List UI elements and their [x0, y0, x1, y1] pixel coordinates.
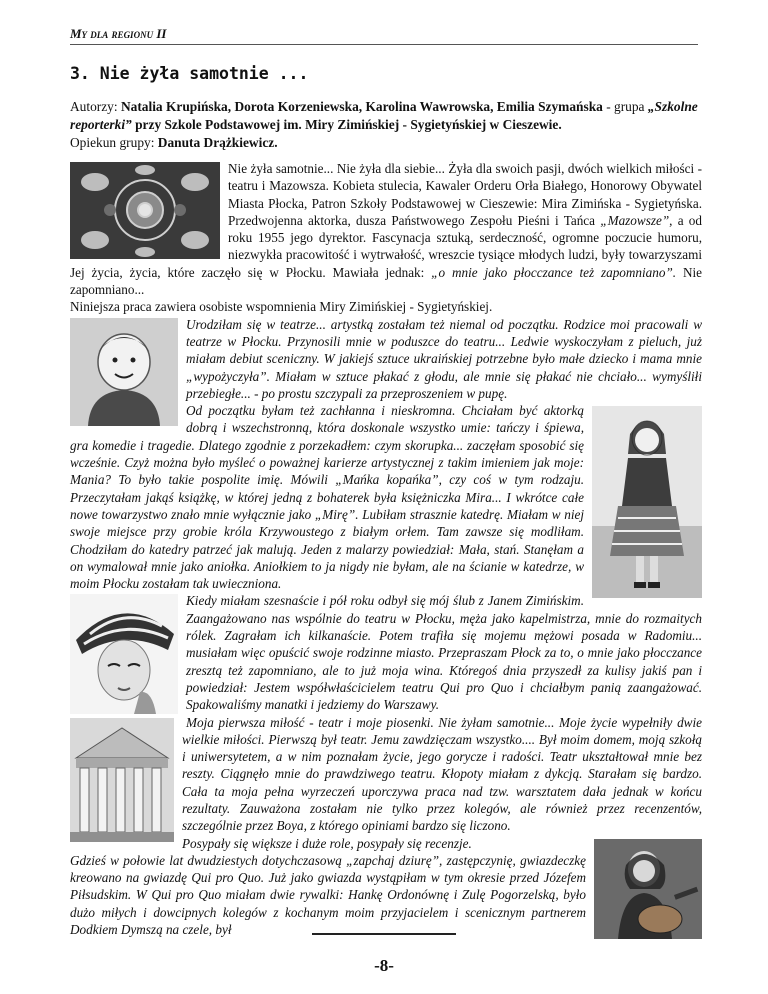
woman-hat-portrait-photo — [70, 594, 178, 714]
section-title: 3. Nie żyła samotnie ... — [70, 64, 309, 83]
page-number: -8- — [374, 956, 394, 975]
folk-embroidery-photo — [70, 162, 220, 259]
supervisor-name: Danuta Drążkiewicz. — [157, 135, 278, 150]
supervisor-label: Opiekun grupy: — [70, 135, 155, 150]
authors-names: Natalia Krupińska, Dorota Korzeniewska, Karolina Wawrowska, Emilia Szymańska — [120, 99, 603, 114]
group-text: - grupa — [606, 99, 645, 114]
school-name: przy Szkole Podstawowej im. Miry Zimińskiej - Sygietyńskiej w Cieszewie. — [135, 117, 562, 132]
mazowsze-name: „Mazowsze” — [600, 212, 670, 228]
intro-paragraph-cont: , a od roku 1955 jego dyrektor. Fascynacja sztuką, serdeczność, ogromne poczucie humoru, niezwykła pracowitość i wytrwałość, wreszcie tysiące młodych ludzi, były towarzyszami Jej życia, życia, które zaczęło się w Płocku. Mawiała jednak: — [70, 212, 702, 280]
intro-paragraph-end: Nie zapomniano... — [70, 264, 702, 298]
credits-block — [70, 98, 702, 152]
footer-rule — [312, 933, 456, 935]
memoir-paragraph-3: Kiedy miałam szesnaście i pół roku odbył się mój ślub z Janem Zimińskim. Zaangażowano nas wspólnie do teatru w Płocku, męża jako kapelmistrza, mnie do rozmaitych rólek. Zagrałam ich kilkanaście. Potem trafiła się mojemu mężowi posada w Radomiu... musiałam więc opuścić swoje rodzinne miasto. Przepraszam Płock za to, o mnie jako płocczance zresztą też zapomniano, ale to już moja wina. Któregoś dnia przyszedł za kulisy jakiś pan i powiedział: Jestem współwłaścicielem teatru Qui pro Quo i chciałbym panią zaangażować. Spakowaliśmy manatki i jedziemy do Warszawy. — [186, 593, 702, 713]
article-body — [70, 160, 702, 941]
intro-paragraph: Nie żyła samotnie... Nie żyła dla siebie... Żyła dla swoich pasji, dwóch wielkich miłości - teatru i Mazowsza. Kobieta stulecia, Kawaler Orderu Orła Białego, Honorowy Obywatel Miasta Płocka, Patron Szkoły Podstawowej w Cieszewie: Mira Zimińska - Sygietyńska. Przedwojenna aktorka, dusza Państwowego Zespołu Pieśni i Tańca — [228, 161, 702, 228]
folk-costume-girl-photo — [592, 406, 702, 598]
memoir-paragraph-5: Posypały się większe i duże role, posypały się recenzje. — [182, 835, 472, 851]
memoir-paragraph-4: Moja pierwsza miłość - teatr i moje piosenki. Nie żyłam samotnie... Moje życie wypełniły dwie wielkie miłości. Pierwszą był teatr. Jemu zawdzięczam wszystko.... Był moim domem, moją szkołą i uniwersytetem, a w nim poznałam życie, jego gorycze i radości. Teatr ukształtował mnie bez reszty. Ciągnęło mnie do prawdziwego teatru. Kłopoty miałam z dykcją. Starałam się bardzo. Cała ta moja pełna wyrzeczeń uporczywa praca nad tzw. warsztatem dała jednak w końcu rezultaty. Zauważona zostałam nie tylko przez kolegów, ale również przez recenzentów, szczególnie przez Boya, z którego opiniami bardzo się liczono. — [182, 714, 702, 834]
memoir-paragraph-6: Gdzieś w połowie lat dwudziestych dotychczasową „zapchaj dziurę”, zastępczynię, gwiazdeczkę kreowano na gwiazdę Qui pro Quo. Już jako gwiazda wystąpiłam w tym okresie przed Józefem Piłsudskim. W Qui pro Quo miałam dwie rywalki: Hankę Ordonównę i Zulę Pogorzelską, było dużo miłych i dowcipnych kolegów z kochanym moim przyjacielem i scenicznym partnerem Dodkiem Dymszą na czele, był — [70, 852, 586, 938]
theatre-building-photo — [70, 718, 174, 842]
woman-with-guitar-photo — [594, 839, 702, 939]
header-rule — [70, 44, 698, 45]
intro-paragraph-2: Niniejsza praca zawiera osobiste wspomnienia Miry Zimińskiej - Sygietyńskiej. — [70, 299, 493, 315]
authors-label: Autorzy: — [70, 99, 118, 114]
child-portrait-photo — [70, 318, 178, 426]
memoir-paragraph-1: Urodziłam się w teatrze... artystką zostałam też niemal od początku. Rodzice moi pracowali w teatrze w Płocku. Przynosili mnie w poduszce do teatru... Ledwie wyskoczyłam z pieluch, już miałam debiut sceniczny. W jakiejś sztuce ukraińskiej potrzebne było małe dziecko i mama mnie „wypożyczyła”. Miałam w sztuce płakać z głodu, ale mnie się płakać nie chciało... wymyśliłi przebiegłe... - po prostu szczypali za przeproszeniem w pupę. — [186, 316, 702, 401]
memoir-paragraph-2: Od początku byłam też zachłanna i nieskromna. Chciałam być aktorką dobrą i wszechstronną, która doskonale wszystko umie: tańczy i śpiewa, gra komedie i tragedie. Dlatego zgodnie z porzekadłem: czym skorupka... zaczęłam sposobić się wcześnie. Czyż można było myśleć o poważnej karierze artystycznej z takim imieniem jak moje: Mania? To było takie pospolite imię. Mówili „Mańka kopańka”, czy coś w tym rodzaju. Przeczytałam jakąś książkę, w której jedną z bohaterek była księżniczka Mira... I wkrótce całe nowe towarzystwo znało mnie wyłącznie jako „Mirę”. Lubiłam strasznie katedrę. Miałam w niej swoje miejsce przy grobie króla Krzywoustego z białym orłem. Tam zawsze się modliłam. Chodziłam do katedry patrzeć jak malują. Jeden z malarzy powiedział: Mała, stań. Stanęłam a on wymalował mnie jako aniołka. Aniołkiem to ja nigdy nie byłam, ale na ścianie w katedrze, w moim Płocku zostałam tak uwieczniona. — [70, 403, 584, 592]
group-name: „Szkolne reporterki” — [70, 99, 698, 132]
intro-quote: „o mnie jako płocczance też zapomniano”. — [431, 264, 677, 280]
running-header: My dla regionu II — [70, 26, 167, 41]
